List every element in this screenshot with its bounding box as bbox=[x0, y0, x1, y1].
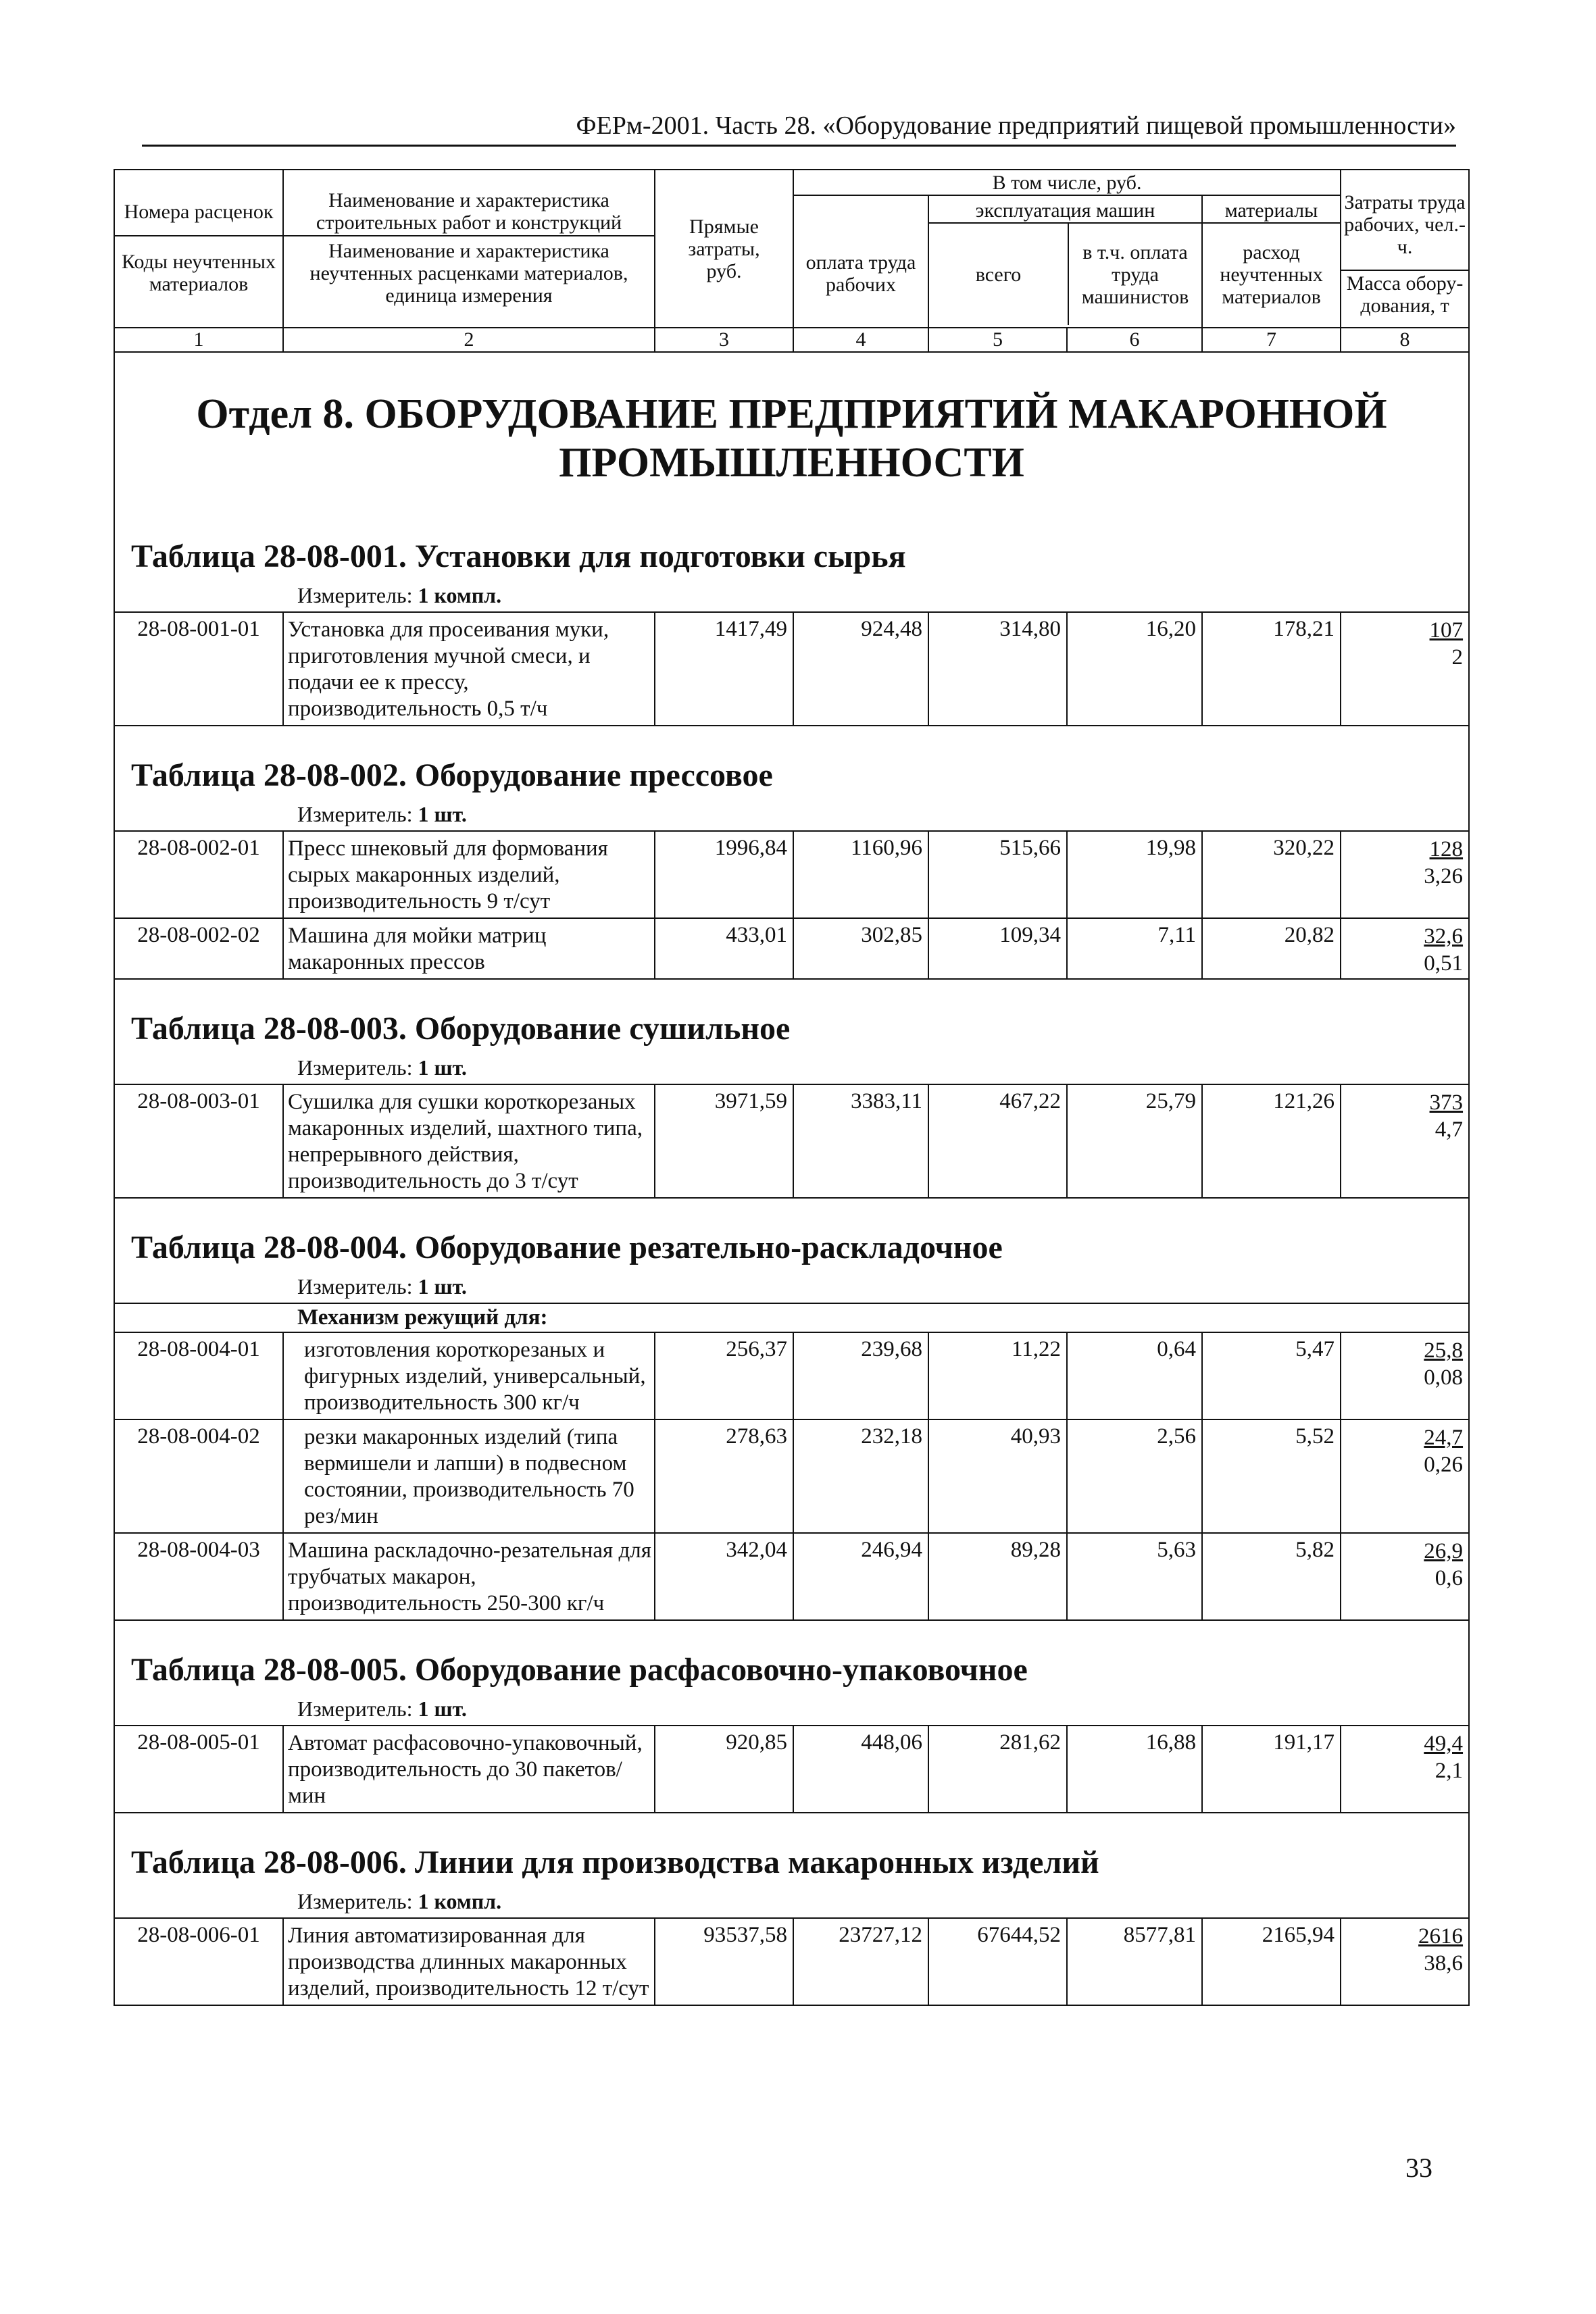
value-operators: 16,20 bbox=[1067, 612, 1202, 726]
column-number-cell: 6 bbox=[1067, 328, 1202, 352]
value-direct: 1996,84 bbox=[655, 831, 793, 918]
value-operators: 8577,81 bbox=[1067, 1918, 1202, 2005]
col-materials-use-label: расход неучтенных материалов bbox=[1220, 241, 1323, 308]
table-title: Таблица 28-08-003. Оборудование сушильное bbox=[114, 979, 1469, 1051]
mass-value: 2,1 bbox=[1435, 1759, 1464, 1783]
measure-label: Измеритель: bbox=[297, 1055, 418, 1080]
rate-code: 28-08-004-02 bbox=[114, 1419, 283, 1533]
col-labor-label: оплата труда рабочих bbox=[805, 251, 916, 296]
labor-hours-value: 2616 bbox=[1418, 1924, 1464, 1948]
measure-label: Измеритель: bbox=[297, 1696, 418, 1721]
measure-label: Измеритель: bbox=[297, 1889, 418, 1913]
column-number-cell: 8 bbox=[1341, 328, 1469, 352]
value-materials: 320,22 bbox=[1202, 831, 1341, 918]
measure-value: 1 компл. bbox=[418, 1889, 502, 1913]
measure-value: 1 шт. bbox=[418, 802, 467, 826]
col-machines-header bbox=[928, 195, 1202, 328]
col-including-header: В том числе, руб. bbox=[793, 170, 1341, 195]
value-operators: 0,64 bbox=[1067, 1332, 1202, 1419]
subheading: Механизм режущий для: bbox=[114, 1303, 1469, 1332]
work-name: Линия автоматизированная для производства длинных макаронных изделий, производительность 12 т/сут bbox=[283, 1918, 655, 2005]
work-name: Установка для просеивания муки, приготовления мучной смеси, и подачи ее к прессу, производительность 0,5 т/ч bbox=[283, 612, 655, 726]
value-machines: 314,80 bbox=[928, 612, 1067, 726]
col-mass-label: Масса обору-дования, т bbox=[1346, 272, 1464, 317]
rate-code: 28-08-002-01 bbox=[114, 831, 283, 918]
table-row bbox=[114, 1918, 1469, 2005]
value-machines: 281,62 bbox=[928, 1726, 1067, 1813]
value-operators: 2,56 bbox=[1067, 1419, 1202, 1533]
labor-hours-value: 128 bbox=[1429, 837, 1464, 861]
table-title: Таблица 28-08-004. Оборудование резательно-раскладочное bbox=[114, 1198, 1469, 1270]
col-operators-label: в т.ч. оплата труда машинистов bbox=[1081, 241, 1189, 308]
rate-code: 28-08-004-03 bbox=[114, 1533, 283, 1620]
mass-value: 0,51 bbox=[1424, 951, 1464, 976]
rate-code: 28-08-001-01 bbox=[114, 612, 283, 726]
value-labor: 23727,12 bbox=[793, 1918, 928, 2005]
page-number: 33 bbox=[1405, 2153, 1432, 2183]
column-number-cell: 3 bbox=[655, 328, 793, 352]
measure-value: 1 шт. bbox=[418, 1696, 467, 1721]
measure-unit bbox=[114, 1692, 1469, 1726]
value-machines: 67644,52 bbox=[928, 1918, 1067, 2005]
table-row bbox=[114, 1419, 1469, 1533]
value-materials: 178,21 bbox=[1202, 612, 1341, 726]
value-materials: 121,26 bbox=[1202, 1084, 1341, 1198]
table-title: Таблица 28-08-002. Оборудование прессовое bbox=[114, 726, 1469, 798]
value-direct: 278,63 bbox=[655, 1419, 793, 1533]
column-number-cell: 2 bbox=[283, 328, 655, 352]
mass-value: 3,26 bbox=[1424, 864, 1464, 888]
value-operators: 7,11 bbox=[1067, 918, 1202, 979]
mass-value: 2 bbox=[1451, 645, 1464, 670]
rate-code: 28-08-002-02 bbox=[114, 918, 283, 979]
value-labor: 924,48 bbox=[793, 612, 928, 726]
mass-value: 38,6 bbox=[1424, 1951, 1464, 1976]
column-number-cell: 1 bbox=[114, 328, 283, 352]
col-machines-total-label: всего bbox=[929, 224, 1069, 325]
col-machines-label: эксплуатация машин bbox=[929, 198, 1201, 224]
mass-value: 4,7 bbox=[1435, 1117, 1464, 1142]
labor-mass-cell bbox=[1341, 612, 1469, 726]
value-materials: 2165,94 bbox=[1202, 1918, 1341, 2005]
value-operators: 19,98 bbox=[1067, 831, 1202, 918]
measure-unit bbox=[114, 1270, 1469, 1303]
work-name: Пресс шнековый для формования сырых макаронных изделий, производительность 9 т/сут bbox=[283, 831, 655, 918]
value-labor: 239,68 bbox=[793, 1332, 928, 1419]
value-direct: 93537,58 bbox=[655, 1918, 793, 2005]
table-row bbox=[114, 831, 1469, 918]
value-labor: 302,85 bbox=[793, 918, 928, 979]
table-row bbox=[114, 1332, 1469, 1419]
value-materials: 191,17 bbox=[1202, 1726, 1341, 1813]
column-number-cell: 5 bbox=[928, 328, 1067, 352]
value-materials: 5,52 bbox=[1202, 1419, 1341, 1533]
table-row bbox=[114, 1726, 1469, 1813]
labor-hours-value: 107 bbox=[1429, 618, 1464, 643]
col-labor-header bbox=[793, 195, 928, 328]
work-name: изготовления короткорезаных и фигурных изделий, универсальный, производительность 300 кг/ч bbox=[283, 1332, 655, 1419]
col-material-codes-label: Коды неучтенных материалов bbox=[122, 251, 276, 295]
measure-unit bbox=[114, 1885, 1469, 1918]
table-row bbox=[114, 1533, 1469, 1620]
value-labor: 246,94 bbox=[793, 1533, 928, 1620]
mass-value: 0,08 bbox=[1424, 1365, 1464, 1390]
value-materials: 5,82 bbox=[1202, 1533, 1341, 1620]
value-machines: 109,34 bbox=[928, 918, 1067, 979]
rates-table bbox=[114, 169, 1468, 2006]
rate-code: 28-08-005-01 bbox=[114, 1726, 283, 1813]
value-direct: 433,01 bbox=[655, 918, 793, 979]
measure-label: Измеритель: bbox=[297, 583, 418, 607]
department-title: Отдел 8. ОБОРУДОВАНИЕ ПРЕДПРИЯТИЙ МАКАРОННОЙ ПРОМЫШЛЕННОСТИ bbox=[114, 352, 1469, 507]
value-labor: 448,06 bbox=[793, 1726, 928, 1813]
labor-mass-cell bbox=[1341, 1918, 1469, 2005]
rate-code: 28-08-004-01 bbox=[114, 1332, 283, 1419]
col-labor-hours-label: Затраты труда рабочих, чел.-ч. bbox=[1341, 179, 1468, 271]
table-row bbox=[114, 1084, 1469, 1198]
table-title: Таблица 28-08-006. Линии для производства макаронных изделий bbox=[114, 1813, 1469, 1885]
value-materials: 20,82 bbox=[1202, 918, 1341, 979]
measure-label: Измеритель: bbox=[297, 802, 418, 826]
mass-value: 0,26 bbox=[1424, 1453, 1464, 1477]
measure-unit bbox=[114, 579, 1469, 612]
labor-mass-cell bbox=[1341, 1084, 1469, 1198]
labor-mass-cell bbox=[1341, 1332, 1469, 1419]
table-row bbox=[114, 918, 1469, 979]
work-name: Машина для мойки матриц макаронных прессов bbox=[283, 918, 655, 979]
labor-hours-value: 49,4 bbox=[1424, 1732, 1464, 1756]
measure-unit bbox=[114, 798, 1469, 831]
work-name: Машина раскладочно-резательная для трубчатых макарон, производительность 250-300 кг/ч bbox=[283, 1533, 655, 1620]
labor-mass-cell bbox=[1341, 1726, 1469, 1813]
work-name: Сушилка для сушки короткорезаных макаронных изделий, шахтного типа, непрерывного действия, производительность до 3 т/сут bbox=[283, 1084, 655, 1198]
value-operators: 25,79 bbox=[1067, 1084, 1202, 1198]
labor-hours-value: 26,9 bbox=[1424, 1539, 1464, 1563]
labor-mass-cell bbox=[1341, 831, 1469, 918]
mass-value: 0,6 bbox=[1435, 1566, 1464, 1590]
page-header: ФЕРм-2001. Часть 28. «Оборудование предприятий пищевой промышленности» bbox=[142, 107, 1456, 147]
column-number-cell: 4 bbox=[793, 328, 928, 352]
table-row bbox=[114, 612, 1469, 726]
col-materials-name-label: Наименование и характеристика неучтенных расценками материалов, единица измерения bbox=[309, 239, 628, 307]
column-number-cell: 7 bbox=[1202, 328, 1341, 352]
labor-mass-cell bbox=[1341, 1533, 1469, 1620]
measure-unit bbox=[114, 1051, 1469, 1084]
rate-code: 28-08-006-01 bbox=[114, 1918, 283, 2005]
table-title: Таблица 28-08-005. Оборудование расфасовочно-упаковочное bbox=[114, 1620, 1469, 1692]
labor-hours-value: 25,8 bbox=[1424, 1338, 1464, 1363]
value-labor: 3383,11 bbox=[793, 1084, 928, 1198]
measure-label: Измеритель: bbox=[297, 1274, 418, 1299]
value-operators: 5,63 bbox=[1067, 1533, 1202, 1620]
value-machines: 515,66 bbox=[928, 831, 1067, 918]
measure-value: 1 шт. bbox=[418, 1055, 467, 1080]
value-machines: 89,28 bbox=[928, 1533, 1067, 1620]
rate-code: 28-08-003-01 bbox=[114, 1084, 283, 1198]
value-materials: 5,47 bbox=[1202, 1332, 1341, 1419]
labor-hours-value: 373 bbox=[1429, 1090, 1464, 1115]
value-direct: 920,85 bbox=[655, 1726, 793, 1813]
value-labor: 232,18 bbox=[793, 1419, 928, 1533]
value-direct: 1417,49 bbox=[655, 612, 793, 726]
value-operators: 16,88 bbox=[1067, 1726, 1202, 1813]
col-materials-label: материалы bbox=[1203, 198, 1340, 224]
labor-hours-value: 24,7 bbox=[1424, 1426, 1464, 1450]
value-direct: 256,37 bbox=[655, 1332, 793, 1419]
measure-value: 1 компл. bbox=[418, 583, 502, 607]
labor-mass-cell bbox=[1341, 1419, 1469, 1533]
value-machines: 40,93 bbox=[928, 1419, 1067, 1533]
col-materials-header bbox=[1202, 195, 1341, 328]
col-labor-mass-header bbox=[1341, 170, 1469, 328]
col-name-header bbox=[283, 170, 655, 328]
labor-mass-cell bbox=[1341, 918, 1469, 979]
value-direct: 3971,59 bbox=[655, 1084, 793, 1198]
value-machines: 467,22 bbox=[928, 1084, 1067, 1198]
col-direct-costs-header: Прямые затраты, руб. bbox=[655, 170, 793, 328]
column-numbers-row bbox=[114, 328, 1469, 352]
work-name: Автомат расфасовочно-упаковочный, производительность до 30 пакетов/мин bbox=[283, 1726, 655, 1813]
measure-value: 1 шт. bbox=[418, 1274, 467, 1299]
col-works-label: Наименование и характеристика строительных работ и конструкций bbox=[284, 188, 654, 236]
value-direct: 342,04 bbox=[655, 1533, 793, 1620]
value-machines: 11,22 bbox=[928, 1332, 1067, 1419]
labor-hours-value: 32,6 bbox=[1424, 924, 1464, 949]
work-name: резки макаронных изделий (типа вермишели и лапши) в подвесном состоянии, производительность 70 рез/мин bbox=[283, 1419, 655, 1533]
col-codes-header bbox=[114, 170, 283, 328]
col-rates-label: Номера расценок bbox=[115, 188, 282, 236]
value-labor: 1160,96 bbox=[793, 831, 928, 918]
table-title: Таблица 28-08-001. Установки для подготовки сырья bbox=[114, 507, 1469, 579]
